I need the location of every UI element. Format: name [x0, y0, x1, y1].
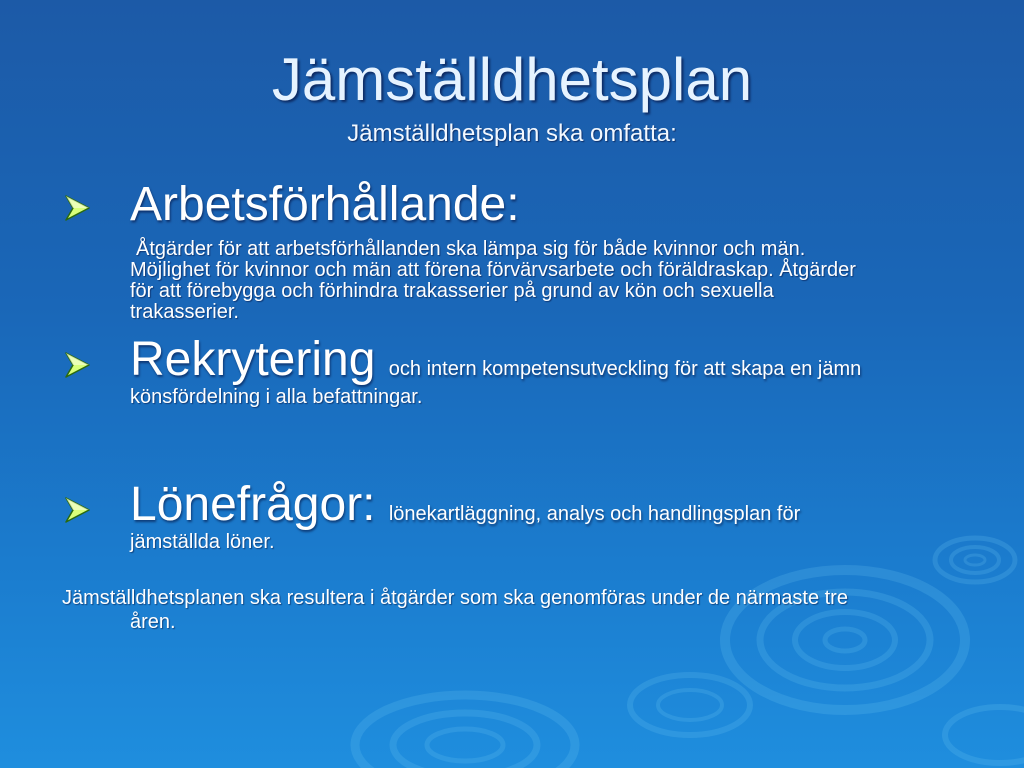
summary-paragraph: [62, 586, 962, 634]
arrow-bullet-icon: [62, 193, 92, 223]
item-text-line: Åtgärder för att arbetsförhållanden ska lämpa sig för både kvinnor och män.: [136, 238, 806, 260]
item-continuation: jämställda löner.: [130, 531, 275, 553]
arrow-bullet-icon: [62, 495, 92, 525]
arrow-bullet-icon: [62, 350, 92, 380]
summary-line-2: åren.: [130, 611, 176, 633]
heading-word: Rekrytering: [130, 333, 376, 386]
heading-inline-text: lönekartläggning, analys och handlingsplan för: [388, 503, 801, 525]
heading-inline-text: och intern kompetensutveckling för att skapa en jämn: [388, 358, 862, 380]
item-text-line: för att förebygga och förhindra trakasserier på grund av kön och sexuella: [130, 280, 774, 302]
slide-subtitle: Jämställdhetsplan ska omfatta:: [347, 120, 677, 147]
item-text-line: trakasserier.: [130, 301, 239, 323]
item-text-line: Möjlighet för kvinnor och män att förena förvärvsarbete och föräldraskap. Åtgärder: [130, 259, 856, 281]
slide-title: Jämställdhetsplan: [271, 46, 753, 113]
item-heading-arbetsforhallande: Arbetsförhållande:: [130, 178, 520, 231]
summary-line-1: Jämställdhetsplanen ska resultera i åtgärder som ska genomföras under de närmaste tre: [62, 587, 848, 609]
item-continuation: könsfördelning i alla befattningar.: [130, 386, 423, 408]
heading-word: Lönefrågor:: [130, 478, 376, 531]
